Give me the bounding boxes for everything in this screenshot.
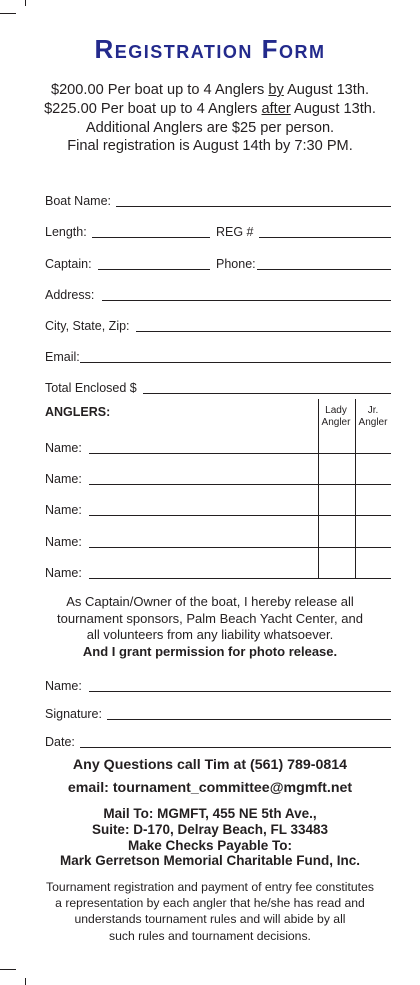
city-state-zip-field[interactable] [136, 331, 391, 332]
city-state-zip-row [45, 315, 391, 335]
signoff-name-row [45, 675, 391, 695]
mail-line-4: Mark Gerretson Memorial Charitable Fund, Inc. [59, 853, 361, 869]
pricing-block [0, 81, 420, 156]
angler-row [45, 531, 391, 551]
boat-name-label: Boat Name: [45, 194, 112, 208]
angler-name-field[interactable] [89, 453, 391, 454]
phone-label: Phone: [216, 257, 256, 271]
contact-email: email: tournament_committee@mgmft.net [67, 780, 353, 796]
angler-name-field[interactable] [89, 578, 391, 579]
mail-line-3: Make Checks Payable To: [127, 837, 293, 853]
lady-angler-header-line-2: Angler [321, 417, 351, 428]
address-field[interactable] [102, 300, 391, 301]
crop-mark-top-tick [25, 0, 26, 6]
terms-line-2: a representation by each angler that he/she has read and [55, 896, 365, 911]
total-enclosed-row [45, 377, 391, 397]
angler-name-field[interactable] [89, 515, 391, 516]
pricing-line-1: $200.00 Per boat up to 4 Anglers by August 13th. [50, 82, 370, 98]
signature-label: Signature: [45, 707, 102, 721]
terms-statement [0, 879, 420, 944]
reg-label: REG # [216, 225, 254, 239]
phone-field[interactable] [257, 269, 391, 270]
pricing-line-3: Additional Anglers are $25 per person. [85, 119, 335, 136]
release-line-2: tournament sponsors, Palm Beach Yacht Center, and [57, 610, 363, 626]
address-row [45, 284, 391, 304]
terms-line-3: understands tournament rules and will abide by all [74, 912, 346, 927]
mail-line-1: Mail To: MGMFT, 455 NE 5th Ave., [103, 806, 317, 821]
email-row [45, 346, 391, 366]
signature-row [45, 703, 391, 723]
mail-line-2: Suite: D-170, Delray Beach, FL 33483 [91, 821, 329, 837]
lady-angler-column-header [318, 405, 354, 429]
lady-angler-header-line-1: Lady [325, 405, 347, 416]
length-label: Length: [45, 225, 87, 239]
reg-field[interactable] [259, 237, 391, 238]
angler-name-label: Name: [45, 472, 82, 486]
jr-angler-header-line-1: Jr. [367, 405, 379, 416]
total-enclosed-field[interactable] [143, 393, 391, 394]
crop-mark-bottom-left [0, 969, 16, 970]
date-label: Date: [45, 735, 75, 749]
pricing-line-4: Final registration is August 14th by 7:30 PM. [67, 138, 353, 155]
signoff-name-field[interactable] [89, 691, 391, 692]
jr-angler-column-header [355, 405, 391, 429]
email-field[interactable] [80, 362, 391, 363]
angler-name-field[interactable] [89, 484, 391, 485]
form-title: Registration Form [94, 34, 326, 64]
date-field[interactable] [80, 747, 391, 748]
angler-name-label: Name: [45, 566, 82, 580]
angler-name-label: Name: [45, 503, 82, 517]
release-line-3: all volunteers from any liability whatsoever. [86, 627, 334, 643]
crop-mark-top-left [0, 13, 16, 14]
lady-column-divider [318, 399, 319, 578]
crop-mark-bottom-tick [25, 978, 26, 985]
length-field[interactable] [92, 237, 210, 238]
date-row [45, 731, 391, 751]
anglers-heading: ANGLERS: [45, 405, 111, 419]
release-statement [0, 594, 420, 660]
jr-column-divider [355, 399, 356, 578]
angler-name-field[interactable] [89, 547, 391, 548]
angler-name-label: Name: [45, 535, 82, 549]
total-enclosed-label: Total Enclosed $ [45, 381, 137, 395]
signoff-name-label: Name: [45, 679, 82, 693]
captain-field[interactable] [98, 269, 210, 270]
pricing-line-2: $225.00 Per boat up to 4 Anglers after August 13th. [44, 100, 376, 117]
terms-line-4: such rules and tournament decisions. [109, 928, 311, 943]
boat-name-row [45, 190, 391, 210]
captain-label: Captain: [45, 257, 92, 271]
email-label: Email: [45, 350, 80, 364]
captain-phone-row [45, 253, 391, 273]
length-reg-row [45, 221, 391, 241]
boat-name-field[interactable] [116, 206, 391, 207]
photo-release-line: And I grant permission for photo release. [82, 643, 338, 659]
terms-line-1: Tournament registration and payment of entry fee constitutes [46, 880, 374, 894]
angler-row [45, 468, 391, 488]
angler-row [45, 562, 391, 582]
questions-contact: Any Questions call Tim at (561) 789-0814 [72, 757, 348, 773]
jr-angler-header-line-2: Angler [358, 417, 388, 428]
angler-row [45, 437, 391, 457]
angler-row [45, 499, 391, 519]
release-line-1: As Captain/Owner of the boat, I hereby release all [66, 594, 354, 609]
mailing-instructions [0, 806, 420, 869]
signature-field[interactable] [107, 719, 391, 720]
address-label: Address: [45, 288, 95, 302]
city-state-zip-label: City, State, Zip: [45, 319, 130, 333]
angler-name-label: Name: [45, 441, 82, 455]
